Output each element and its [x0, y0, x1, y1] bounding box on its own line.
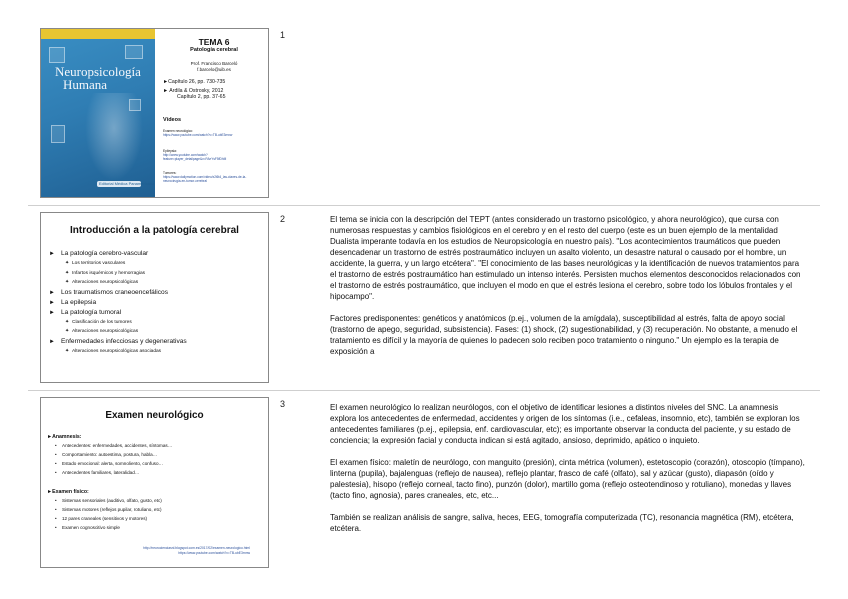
notes-paragraph: El tema se inicia con la descripción del TEPT (antes considerado un trastorno psicológico, y ahora neurológico), que cursa con numerosas respuestas y cambios fisiológicos en el cerebro y en el resto del cuerpo (este es un buen ejemplo de la mentalidad Dualista imperante todavía en los estudios de Neuropsicología en nuestro país). "Los acontecimientos traumáticos que pueden desencadenar un trastorno de estrés postraumático incluyen un asalto violento, un desastre natural o causado por el hombre, un accidente, la guerra, y un largo etcétera". "El conocimiento de las bases neurológicas y la identificación de nuevos tratamientos para el trastorno de estrés postraumático han estimulado un intenso interés. Persisten muchos elementos desconocidos relacionados con el trastorno de estrés postraumático, que incluyen el modo en que el estrés lesiona el cerebro, sobre todo los lóbulos frontales y el hipocampo". [330, 215, 801, 301]
notes-paragraph: El examen físico: maletín de neurólogo, con manguito (presión), cinta métrica (volumen), estetoscopio (corazón), otoscopio (tímpano), linterna (pupila), bajalenguas (reflejo de nausea), reflejo plantar, frasco de café (olfato), sal y azúcar (gusto), diapasón (oído y palestesia), hisopo (reflejo corneal, tacto fino), punzón (dolor), martillo goma (reflejo osteotendinoso y rotuliano), monedas y llaves (tacto fino, agnosia), pares craneales, etc, etc... [330, 458, 805, 500]
list-item: • Antecedentes: enfermedades, accidentes, síntomas… [55, 443, 173, 448]
diamond-bullet-icon: ✦ [65, 279, 70, 285]
brain-illustration [85, 93, 143, 181]
list-item: • Comportamiento: autoestima, postura, habla… [55, 452, 158, 457]
outline-item: ► La patología tumoral [49, 308, 122, 316]
dot-bullet-icon: • [55, 452, 57, 457]
book-cover-image [41, 29, 155, 197]
outline-subitem: ✦ Alteraciones neuropsicológicas [65, 328, 139, 334]
author-block [159, 61, 269, 72]
video-entry: Examen neurológico: https://www.youtube.com/watch?v=TB-ubE3rnnw [163, 129, 267, 137]
book-cover-strip [41, 29, 155, 39]
dot-bullet-icon: • [55, 507, 57, 512]
outline-subitem: ✦ Alteraciones neuropsicológicas [65, 279, 139, 285]
examen-fisico-list [55, 496, 265, 532]
list-item: • Sistemas sensoriales (auditivo, olfato, gusto, etc) [55, 498, 162, 503]
slide-2-outline [49, 249, 264, 356]
cover-square [51, 125, 65, 143]
videos-heading: Vídeos [163, 117, 182, 123]
notes-paragraph: El examen neurológico lo realizan neurólogos, con el objetivo de identificar lesiones a distintos niveles del SNC. La anamnesis explora los antecedentes de enfermedad, accidentes y origen de los síntomas (i.e., cefaleas, insomnio, etc), también se exploran los antecedentes familiares (p.ej., epilepsia, enf. cardiovascular, etc); es importante observar la conducta del paciente, y su estado de conciencia; la expresión facial y conducta indican si está agitado, ansioso, deprimido, apático o inquieto. [330, 403, 800, 445]
slide-2-thumbnail[interactable] [40, 212, 269, 383]
diamond-bullet-icon: ✦ [65, 260, 70, 266]
diamond-bullet-icon: ✦ [65, 269, 70, 276]
book-title: Neuropsicología Humana [55, 64, 141, 92]
diamond-bullet-icon: ✦ [65, 347, 70, 354]
list-item: • 12 pares craneales (sensitivos y motores) [55, 516, 148, 521]
row-separator [28, 205, 820, 206]
outline-subitem: ✦ Alteraciones neuropsicológicas asociadas [65, 347, 162, 354]
list-item: • Examen cognoscitivo simple [55, 525, 120, 530]
list-item: • Estado emocional: alerta, somnoliento, confuso… [55, 461, 164, 466]
cover-square [125, 45, 143, 59]
slide-3-thumbnail[interactable] [40, 397, 269, 568]
dot-bullet-icon: • [55, 498, 57, 503]
diamond-bullet-icon: ✦ [65, 328, 70, 334]
slide-number: 1 [280, 30, 286, 40]
slide-1-thumbnail[interactable] [40, 28, 269, 198]
video-link-cont[interactable]: feature=player_detailpage&v=FAeYsF5fDhM [163, 157, 227, 161]
diamond-bullet-icon: ✦ [65, 318, 70, 325]
video-entry: Epilepsia: http://www.youtube.com/watch? feature=player_detailpage&v=FAeYsF5fDhM [163, 149, 267, 161]
cover-square [49, 47, 65, 63]
slide-number: 2 [280, 214, 286, 224]
slide-1-title: TEMA 6 [198, 37, 230, 47]
video-link-cont[interactable]: neurocirugia-en-tumor-cerebral [163, 179, 207, 183]
reference-1: ►Capítulo 26, pp. 730-735 [163, 79, 226, 85]
author-email: f.barcelo@uib.es [197, 66, 231, 72]
arrow-bullet-icon: ► [49, 338, 55, 345]
reference-link[interactable]: http://neurocienciasnl.blogspot.com.es/2017/02/examen-neurologico.html [143, 546, 250, 550]
arrow-bullet-icon: ► [49, 309, 55, 316]
anamnesis-list [55, 441, 265, 477]
notes-paragraph: También se realizan análisis de sangre, saliva, heces, EEG, tomografía computerizada (TC), resonancia magnética (RM), etcétera, etcétera. [330, 513, 794, 533]
slide-2-notes [330, 214, 805, 368]
list-item: • Antecedentes familiares, lateralidad… [55, 470, 140, 475]
arrow-bullet-icon: ► [49, 289, 55, 296]
video-link[interactable]: https://www.youtube.com/watch?v=TB-ubE3rnnw [163, 133, 233, 137]
outline-item: ► Enfermedades infecciosas y degenerativas [49, 337, 187, 345]
slide-1-text [159, 29, 269, 197]
outline-subitem: ✦ Clasificación de los tumores [65, 318, 132, 325]
slide-1-subtitle: Patología cerebral [190, 47, 238, 53]
publisher-text: Editorial Médica Panamericana [99, 181, 155, 186]
video-link[interactable]: https://www.dailymotion.com/video/x2i6t4_las-claves-de-la- [163, 175, 247, 179]
row-separator [28, 390, 820, 391]
slide-number: 3 [280, 399, 286, 409]
outline-subitem: ✦ Los territorios vasculares [65, 260, 126, 266]
arrow-bullet-icon: ► [49, 299, 55, 306]
slide-2-title: Introducción a la patología cerebral [70, 225, 239, 236]
outline-item: ► Los traumatismos craneoencefálicos [49, 288, 169, 296]
dot-bullet-icon: • [55, 461, 57, 466]
slide-3-links [41, 546, 268, 555]
outline-item: ► La epilepsia [49, 298, 97, 306]
examen-fisico-heading: ►Examen físico: [47, 489, 89, 495]
author-name: Prof. Francisco Barceló [190, 61, 238, 66]
reference-link[interactable]: https://www.youtube.com/watch?v=TB-ubE3rnnw [178, 550, 250, 555]
video-link[interactable]: http://www.youtube.com/watch? [163, 153, 208, 157]
slide-3-title: Examen neurológico [105, 410, 204, 421]
outline-subitem: ✦ Infartos isquémicos y hemorragias [65, 269, 146, 276]
arrow-bullet-icon: ► [49, 251, 55, 257]
reference-2: ► Ardila & Ostrosky, 2012 Capítulo 2, pp. 37-65 [163, 88, 226, 100]
dot-bullet-icon: • [55, 443, 57, 448]
dot-bullet-icon: • [55, 525, 57, 530]
list-item: • Sistemas motores (reflejos pupilar, rotuliano, etc) [55, 507, 162, 512]
notes-paragraph: Factores predisponentes: genéticos y anatómicos (p.ej., volumen de la amígdala), susceptibilidad al estrés, falta de apoyo social (trastorno de apego, seguridad, subsistencia). Fases: (1) shock, (2) sugestionabilidad, y (3) recuperación. No obstante, a menudo el tratamiento es difícil y la mayoría de quienes lo padecen solo reciben poco tratamiento o ninguno." Un ejemplo es la terapia de exposición a [330, 314, 798, 356]
video-entry: Tumores: https://www.dailymotion.com/video/x2i6t4_las-claves-de-la- neurocirugia-en-tumor-cerebral [163, 171, 267, 183]
outline-item: ► La patología cerebro-vascular [49, 250, 149, 257]
slide-3-notes [330, 402, 805, 545]
anamnesis-heading: ►Anamnesis: [47, 434, 82, 440]
dot-bullet-icon: • [55, 470, 57, 475]
dot-bullet-icon: • [55, 516, 57, 521]
